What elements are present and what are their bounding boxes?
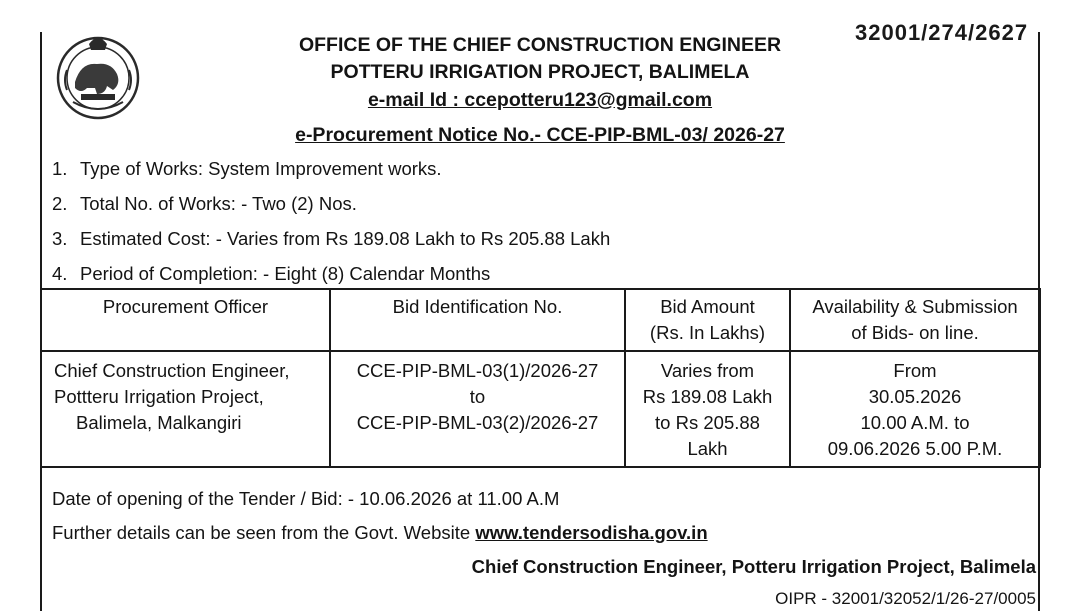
point-period-of-completion — [52, 263, 490, 285]
top-reference-number: 32001/274/2627 — [855, 20, 1029, 45]
table-row — [41, 351, 1040, 467]
cell-line: 30.05.2026 — [868, 386, 962, 407]
cell-line: 10.00 A.M. to — [860, 412, 970, 433]
point-type-of-works — [52, 158, 442, 180]
point-number: 2. — [52, 193, 68, 214]
header-bid-identification — [330, 289, 625, 351]
oipr-reference: OIPR - 32001/32052/1/26-27/0005 — [775, 589, 1036, 608]
cell-bid-amount — [625, 351, 790, 467]
header-availability — [790, 289, 1040, 351]
point-number: 3. — [52, 228, 68, 249]
cell-line: Pottteru Irrigation Project, — [54, 386, 264, 407]
bid-details-table — [40, 288, 1041, 468]
cell-line: Lakh — [687, 438, 728, 459]
cell-line: 09.06.2026 5.00 P.M. — [827, 438, 1003, 459]
cell-line: Varies from — [660, 360, 755, 381]
email-line: e-mail Id : ccepotteru123@gmail.com — [367, 89, 713, 111]
cell-line: Chief Construction Engineer, — [54, 360, 290, 381]
header-line: Bid Amount — [660, 296, 755, 317]
point-estimated-cost — [52, 228, 610, 250]
cell-line: to — [469, 386, 486, 407]
website-link[interactable]: www.tendersodisha.gov.in — [475, 522, 708, 543]
notice-number: e-Procurement Notice No.- CCE-PIP-BML-03/ 2026-27 — [295, 124, 785, 146]
point-number: 1. — [52, 158, 68, 179]
opening-date-line: Date of opening of the Tender / Bid: - 10.06.2026 at 11.00 A.M — [52, 488, 560, 509]
point-total-works — [52, 193, 357, 215]
cell-line: to Rs 205.88 — [655, 412, 760, 433]
header-line: Availability & Submission — [812, 296, 1018, 317]
header-bid-amount — [625, 289, 790, 351]
cell-line: Balimela, Malkangiri — [76, 412, 242, 433]
cell-bid-identification — [330, 351, 625, 467]
cell-line: CCE-PIP-BML-03(2)/2026-27 — [356, 412, 599, 433]
header-procurement-officer — [41, 289, 330, 351]
header-line: Procurement Officer — [102, 296, 269, 317]
cell-availability — [790, 351, 1040, 467]
cell-line: From — [893, 360, 937, 381]
header-line: Bid Identification No. — [392, 296, 563, 317]
cell-line: CCE-PIP-BML-03(1)/2026-27 — [356, 360, 599, 381]
table-header-row — [41, 289, 1040, 351]
point-text: Type of Works: System Improvement works. — [80, 158, 442, 179]
office-title: OFFICE OF THE CHIEF CONSTRUCTION ENGINEER — [298, 34, 782, 56]
cell-line: Rs 189.08 Lakh — [642, 386, 773, 407]
header-line: of Bids- on line. — [851, 322, 979, 343]
point-text: Estimated Cost: - Varies from Rs 189.08 Lakh to Rs 205.88 Lakh — [80, 228, 611, 249]
signatory-line: Chief Construction Engineer, Potteru Irrigation Project, Balimela — [471, 556, 1036, 577]
further-details-text: Further details can be seen from the Govt. Website — [52, 522, 476, 543]
header-line: (Rs. In Lakhs) — [649, 322, 766, 343]
project-title: POTTERU IRRIGATION PROJECT, BALIMELA — [330, 61, 750, 83]
cell-procurement-officer — [41, 351, 330, 467]
point-number: 4. — [52, 263, 68, 284]
point-text: Period of Completion: - Eight (8) Calendar Months — [80, 263, 491, 284]
further-details-line — [52, 522, 708, 544]
point-text: Total No. of Works: - Two (2) Nos. — [80, 193, 357, 214]
